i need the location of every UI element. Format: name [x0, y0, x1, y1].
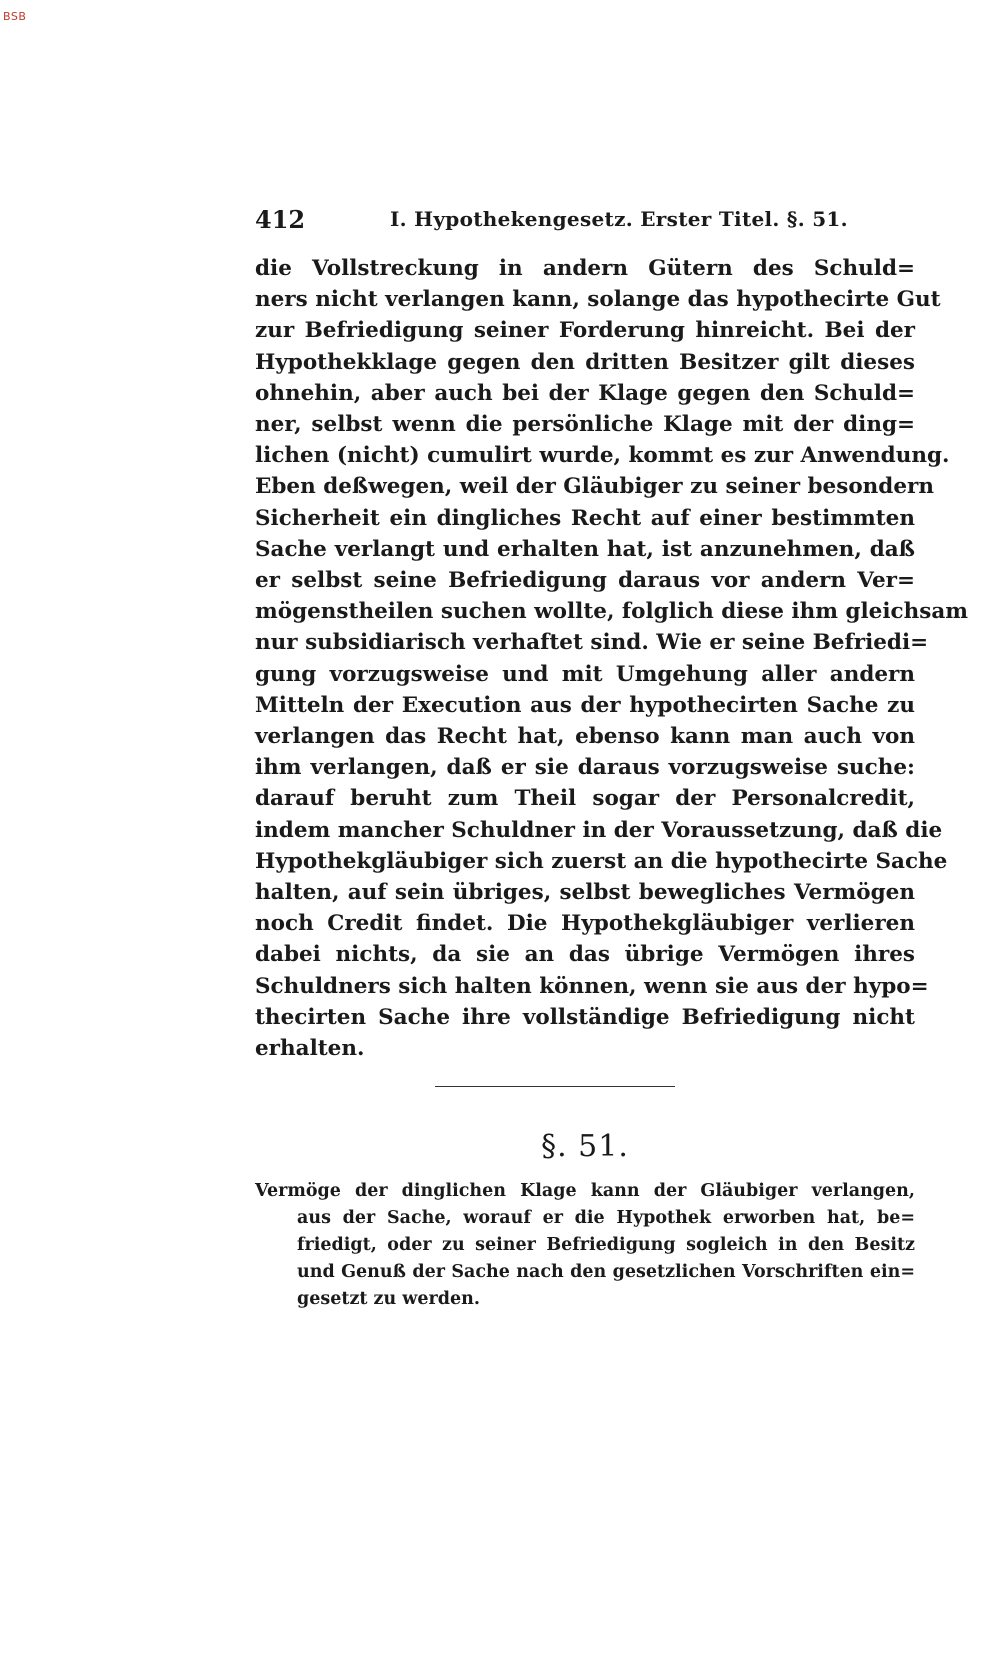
- body-line: Eben deßwegen, weil der Gläubiger zu seiner besondern: [255, 474, 934, 500]
- library-watermark: BSB: [3, 10, 27, 23]
- body-line: mögenstheilen suchen wollte, folglich diese ihm gleichsam: [255, 599, 968, 625]
- body-line: ihm verlangen, daß er sie daraus vorzugsweise suche:: [255, 755, 915, 781]
- body-line: er selbst seine Befriedigung daraus vor andern Ver=: [255, 568, 915, 594]
- section-line: gesetzt zu werden.: [297, 1289, 480, 1310]
- page-number: 412: [255, 205, 306, 234]
- section-heading: §. 51.: [541, 1129, 629, 1165]
- body-line: noch Credit findet. Die Hypothekgläubiger verlieren: [255, 911, 915, 937]
- body-line: verlangen das Recht hat, ebenso kann man auch von: [255, 724, 915, 750]
- body-line: darauf beruht zum Theil sogar der Personalcredit,: [255, 786, 915, 812]
- body-line: die Vollstreckung in andern Gütern des Schuld=: [255, 256, 915, 281]
- body-line: Mitteln der Execution aus der hypothecirten Sache zu: [255, 692, 915, 718]
- section-line: Vermöge der dinglichen Klage kann der Gläubiger verlangen,: [255, 1181, 915, 1202]
- section-summary: [255, 1178, 915, 1313]
- section-line: und Genuß der Sache nach den gesetzlichen Vorschriften ein=: [297, 1262, 915, 1283]
- body-line: Schuldners sich halten können, wenn sie aus der hypo=: [255, 973, 929, 999]
- body-paragraph: [255, 253, 968, 1064]
- section-divider: [435, 1086, 675, 1087]
- body-line: halten, auf sein übriges, selbst bewegliches Vermögen: [255, 880, 915, 906]
- body-line: dabei nichts, da sie an das übrige Vermögen ihres: [255, 942, 915, 968]
- body-line: gung vorzugsweise und mit Umgehung aller andern: [255, 661, 915, 687]
- body-line: nur subsidiarisch verhaftet sind. Wie er seine Befriedi=: [255, 630, 929, 656]
- body-line: thecirten Sache ihre vollständige Befriedigung nicht: [255, 1004, 915, 1030]
- body-line: erhalten.: [255, 1036, 365, 1062]
- body-line: ner, selbst wenn die persönliche Klage mit der ding=: [255, 412, 915, 438]
- body-line: Hypothekklage gegen den dritten Besitzer gilt dieses: [255, 349, 915, 375]
- body-line: Sicherheit ein dingliches Recht auf einer bestimmten: [255, 505, 915, 531]
- running-header: [255, 205, 915, 245]
- body-line: Hypothekgläubiger sich zuerst an die hypothecirte Sache: [255, 848, 948, 874]
- section-line: friedigt, oder zu seiner Befriedigung sogleich in den Besitz: [297, 1235, 915, 1256]
- body-line: Sache verlangt und erhalten hat, ist anzunehmen, daß: [255, 536, 915, 562]
- body-line: zur Befriedigung seiner Forderung hinreicht. Bei der: [255, 318, 915, 344]
- body-line: ners nicht verlangen kann, solange das hypothecirte Gut: [255, 287, 941, 313]
- section-line: aus der Sache, worauf er die Hypothek erworben hat, be=: [297, 1208, 915, 1229]
- book-page: [255, 205, 968, 1313]
- body-line: indem mancher Schuldner in der Voraussetzung, daß die: [255, 817, 943, 843]
- body-line: lichen (nicht) cumulirt wurde, kommt es zur Anwendung.: [255, 443, 950, 469]
- running-title: I. Hypothekengesetz. Erster Titel. §. 51.: [390, 207, 848, 231]
- body-line: ohnehin, aber auch bei der Klage gegen den Schuld=: [255, 380, 915, 406]
